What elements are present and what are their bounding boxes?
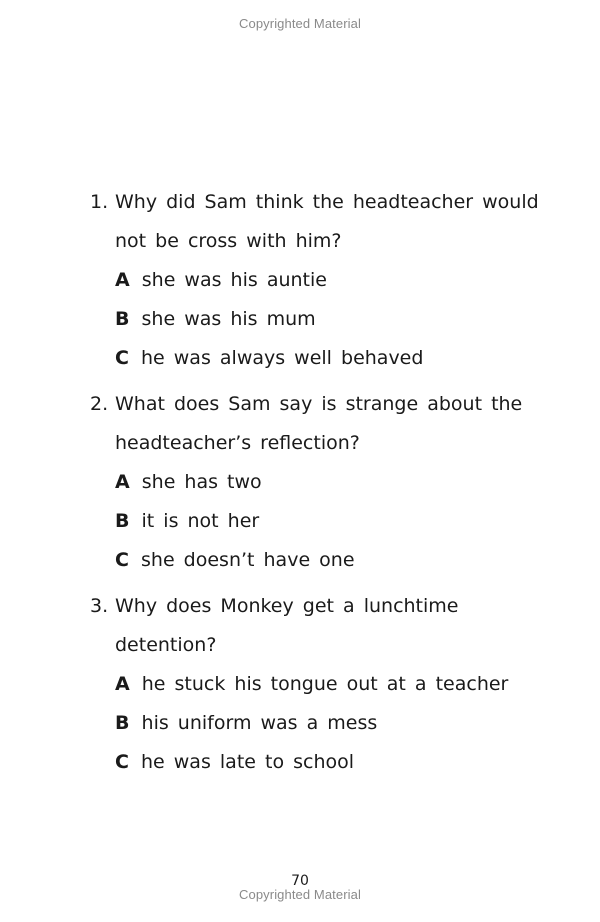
option-text: it is not her	[141, 510, 260, 532]
option-letter: A	[115, 471, 130, 493]
question-number: 2.	[90, 393, 109, 415]
answer-option-c	[115, 339, 560, 378]
option-text: she has two	[141, 471, 262, 493]
answer-options	[115, 261, 560, 378]
question-3	[90, 587, 560, 782]
option-letter: A	[115, 269, 130, 291]
option-text: he was late to school	[141, 751, 355, 773]
answer-option-a	[115, 261, 560, 300]
question-number: 3.	[90, 595, 109, 617]
quiz-questions	[90, 183, 560, 789]
question-text: Why did Sam think the headteacher would not be cross with him?	[115, 191, 539, 252]
copyright-watermark-bottom: Copyrighted Material	[239, 887, 361, 902]
option-text: his uniform was a mess	[141, 712, 378, 734]
option-letter: A	[115, 673, 130, 695]
option-letter: C	[115, 347, 129, 369]
option-text: he stuck his tongue out at a teacher	[141, 673, 509, 695]
option-text: he was always well behaved	[141, 347, 424, 369]
answer-option-a	[115, 665, 560, 704]
option-text: she was his mum	[141, 308, 316, 330]
answer-options	[115, 665, 560, 782]
question-2	[90, 385, 560, 580]
question-1	[90, 183, 560, 378]
question-text: What does Sam say is strange about the headteacher’s reflection?	[115, 393, 523, 454]
answer-option-b	[115, 300, 560, 339]
copyright-watermark-top: Copyrighted Material	[239, 16, 361, 31]
question-number: 1.	[90, 191, 109, 213]
page-number: 70	[291, 873, 309, 889]
answer-option-c	[115, 743, 560, 782]
option-letter: B	[115, 510, 130, 532]
option-letter: B	[115, 712, 130, 734]
option-letter: C	[115, 751, 129, 773]
option-letter: C	[115, 549, 129, 571]
answer-options	[115, 463, 560, 580]
answer-option-b	[115, 502, 560, 541]
option-text: she doesn’t have one	[141, 549, 355, 571]
option-letter: B	[115, 308, 130, 330]
option-text: she was his auntie	[141, 269, 327, 291]
answer-option-c	[115, 541, 560, 580]
answer-option-a	[115, 463, 560, 502]
question-text: Why does Monkey get a lunchtime detention?	[115, 595, 459, 656]
answer-option-b	[115, 704, 560, 743]
